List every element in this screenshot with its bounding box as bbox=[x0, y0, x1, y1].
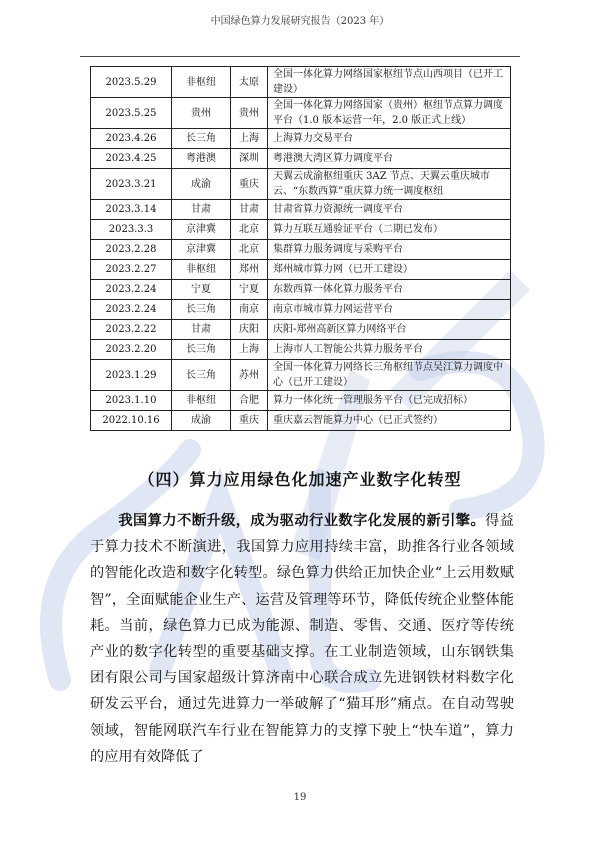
cell-project-name: 上海市人工智能公共算力服务平台 bbox=[268, 340, 511, 360]
table-row bbox=[91, 200, 511, 220]
cell-date: 2023.2.27 bbox=[91, 260, 172, 280]
cell-date: 2022.10.16 bbox=[91, 411, 172, 431]
cell-region: 贵州 bbox=[172, 98, 231, 129]
cell-region: 京津冀 bbox=[172, 240, 231, 260]
cell-project-name: 郑州城市算力网（已开工建设） bbox=[268, 260, 511, 280]
cell-date: 2023.1.10 bbox=[91, 391, 172, 411]
cell-region: 京津冀 bbox=[172, 220, 231, 240]
cell-project-name: 算力互联互通验证平台（二期已发布） bbox=[268, 220, 511, 240]
cell-city: 上海 bbox=[231, 340, 268, 360]
cell-city: 合肥 bbox=[231, 391, 268, 411]
cell-region: 非枢纽 bbox=[172, 391, 231, 411]
page-header: 中国绿色算力发展研究报告（2023 年） bbox=[210, 16, 390, 27]
cell-region: 成渝 bbox=[172, 411, 231, 431]
cell-project-name: 天翼云成渝枢纽重庆 3AZ 节点、天翼云重庆城市云、“东数西算”重庆算力统一调度枢纽 bbox=[268, 169, 511, 200]
table-row bbox=[91, 411, 511, 431]
cell-region: 长三角 bbox=[172, 129, 231, 149]
cell-date: 2023.5.29 bbox=[91, 67, 172, 98]
cell-region: 非枢纽 bbox=[172, 67, 231, 98]
table-row bbox=[91, 149, 511, 169]
cell-date: 2023.2.28 bbox=[91, 240, 172, 260]
cell-project-name: 南京市城市算力网运营平台 bbox=[268, 300, 511, 320]
table-row bbox=[91, 320, 511, 340]
cell-city: 上海 bbox=[231, 129, 268, 149]
cell-city: 甘肃 bbox=[231, 200, 268, 220]
cell-city: 北京 bbox=[231, 240, 268, 260]
cell-project-name: 算力一体化统一管理服务平台（已完成招标） bbox=[268, 391, 511, 411]
paragraph-lead: 我国算力不断升级，成为驱动行业数字化发展的新引擎。 bbox=[118, 513, 486, 529]
table-row bbox=[91, 129, 511, 149]
cell-project-name: 全国一体化算力网络国家枢纽节点山西项目（已开工建设） bbox=[268, 67, 511, 98]
cell-city: 北京 bbox=[231, 220, 268, 240]
cell-region: 长三角 bbox=[172, 360, 231, 391]
cell-date: 2023.3.14 bbox=[91, 200, 172, 220]
cell-project-name: 上海算力交易平台 bbox=[268, 129, 511, 149]
cell-project-name: 东数西算一体化算力服务平台 bbox=[268, 280, 511, 300]
section-title: （四）算力应用绿色化加速产业数字化转型 bbox=[138, 470, 462, 489]
cell-city: 重庆 bbox=[231, 169, 268, 200]
cell-date: 2023.2.24 bbox=[91, 300, 172, 320]
cell-city: 深圳 bbox=[231, 149, 268, 169]
project-table bbox=[90, 66, 511, 431]
table-row bbox=[91, 260, 511, 280]
cell-project-name: 全国一体化算力网络国家（贵州）枢纽节点算力调度平台（1.0 版本运营一年，2.0 版正式上线） bbox=[268, 98, 511, 129]
cell-region: 宁夏 bbox=[172, 280, 231, 300]
cell-date: 2023.2.22 bbox=[91, 320, 172, 340]
cell-region: 成渝 bbox=[172, 169, 231, 200]
cell-date: 2023.3.21 bbox=[91, 169, 172, 200]
cell-region: 长三角 bbox=[172, 340, 231, 360]
table-row bbox=[91, 280, 511, 300]
cell-region: 甘肃 bbox=[172, 200, 231, 220]
cell-project-name: 庆阳-郑州高新区算力网络平台 bbox=[268, 320, 511, 340]
cell-date: 2023.1.29 bbox=[91, 360, 172, 391]
table-row bbox=[91, 240, 511, 260]
table-row bbox=[91, 360, 511, 391]
cell-city: 太原 bbox=[231, 67, 268, 98]
cell-city: 南京 bbox=[231, 300, 268, 320]
page-number: 19 bbox=[293, 792, 307, 803]
table-row bbox=[91, 391, 511, 411]
cell-city: 贵州 bbox=[231, 98, 268, 129]
table-row bbox=[91, 98, 511, 129]
cell-city: 宁夏 bbox=[231, 280, 268, 300]
cell-region: 甘肃 bbox=[172, 320, 231, 340]
table-row bbox=[91, 220, 511, 240]
cell-date: 2023.2.20 bbox=[91, 340, 172, 360]
cell-city: 庆阳 bbox=[231, 320, 268, 340]
cell-project-name: 粤港澳大湾区算力调度平台 bbox=[268, 149, 511, 169]
paragraph-text: 得益于算力技术不断演进，我国算力应用持续丰富，助推各行业各领域的智能化改造和数字化转型。绿色算力供给正加快企业“上云用数赋智”，全面赋能企业生产、运营及管理等环节，降低传统企业整体能耗。当前，绿色算力已成为能源、制造、零售、交通、医疗等传统产业的数字化转型的重要基础支撑。在工业制造领域，山东钢铁集团有限公司与国家超级计算济南中心联合成立先进钢铁材料数字化研发云平台，通过先进算力一举破解了“猫耳形”痛点。在自动驾驶领域，智能网联汽车行业在智能算力的支撑下驶上“快车道”，算力的应用有效降低了 bbox=[90, 513, 514, 765]
cell-date: 2023.4.25 bbox=[91, 149, 172, 169]
cell-project-name: 集群算力服务调度与采购平台 bbox=[268, 240, 511, 260]
cell-region: 非枢纽 bbox=[172, 260, 231, 280]
table-row bbox=[91, 300, 511, 320]
cell-region: 长三角 bbox=[172, 300, 231, 320]
cell-date: 2023.3.3 bbox=[91, 220, 172, 240]
header-divider bbox=[80, 56, 520, 57]
table-row bbox=[91, 340, 511, 360]
cell-project-name: 重庆嘉云智能算力中心（已正式签约） bbox=[268, 411, 511, 431]
body-paragraph bbox=[90, 508, 514, 770]
cell-city: 郑州 bbox=[231, 260, 268, 280]
cell-region: 粤港澳 bbox=[172, 149, 231, 169]
cell-project-name: 全国一体化算力网络长三角枢纽节点吴江算力调度中心（已开工建设） bbox=[268, 360, 511, 391]
table-row bbox=[91, 67, 511, 98]
table-row bbox=[91, 169, 511, 200]
cell-city: 重庆 bbox=[231, 411, 268, 431]
cell-project-name: 甘肃省算力资源统一调度平台 bbox=[268, 200, 511, 220]
cell-date: 2023.2.24 bbox=[91, 280, 172, 300]
cell-city: 苏州 bbox=[231, 360, 268, 391]
cell-date: 2023.4.26 bbox=[91, 129, 172, 149]
cell-date: 2023.5.25 bbox=[91, 98, 172, 129]
